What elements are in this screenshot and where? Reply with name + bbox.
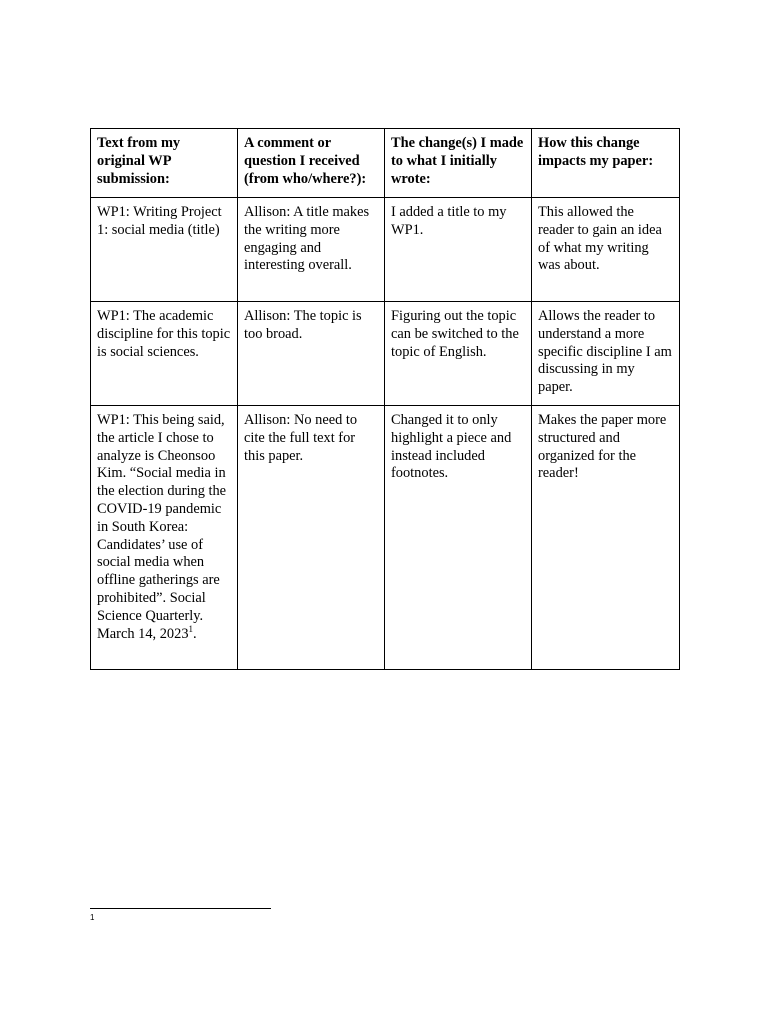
table-cell: Allows the reader to understand a more specific discipline I am discussing in my paper. — [532, 302, 680, 406]
table-cell: I added a title to my WP1. — [385, 198, 532, 302]
table-header-row — [91, 129, 680, 198]
citation-text: WP1: This being said, the article I chose to analyze is Cheonsoo Kim. “Social media in the election during the COVID-19 pandemic in South Korea: Candidates’ use of social media when offline gatherings are prohibited”. Social Science Quarterly. March 14, 2023 — [97, 412, 227, 642]
table-cell: Makes the paper more structured and organized for the reader! — [532, 406, 680, 670]
footnote-reference[interactable]: 1 — [188, 623, 194, 634]
table-cell: Allison: The topic is too broad. — [238, 302, 385, 406]
citation-end-period: . — [193, 625, 197, 642]
table-cell: WP1: Writing Project 1: social media (title) — [91, 198, 238, 302]
header-original-text: Text from my original WP submission: — [91, 129, 238, 198]
table-cell: Changed it to only highlight a piece and instead included footnotes. — [385, 406, 532, 670]
table-row — [91, 302, 680, 406]
revision-table — [90, 128, 680, 670]
footnote-separator — [90, 908, 271, 909]
table-cell: Allison: A title makes the writing more engaging and interesting overall. — [238, 198, 385, 302]
table-cell: This allowed the reader to gain an idea of what my writing was about. — [532, 198, 680, 302]
table-row — [91, 198, 680, 302]
footnote-marker: 1 — [90, 913, 95, 922]
table-row — [91, 406, 680, 670]
header-comment-received: A comment or question I received (from who/where?): — [238, 129, 385, 198]
header-impact: How this change impacts my paper: — [532, 129, 680, 198]
table-cell — [91, 406, 238, 670]
header-changes-made: The change(s) I made to what I initially wrote: — [385, 129, 532, 198]
table-cell: Figuring out the topic can be switched to the topic of English. — [385, 302, 532, 406]
table-cell: Allison: No need to cite the full text for this paper. — [238, 406, 385, 670]
table-cell: WP1: The academic discipline for this topic is social sciences. — [91, 302, 238, 406]
